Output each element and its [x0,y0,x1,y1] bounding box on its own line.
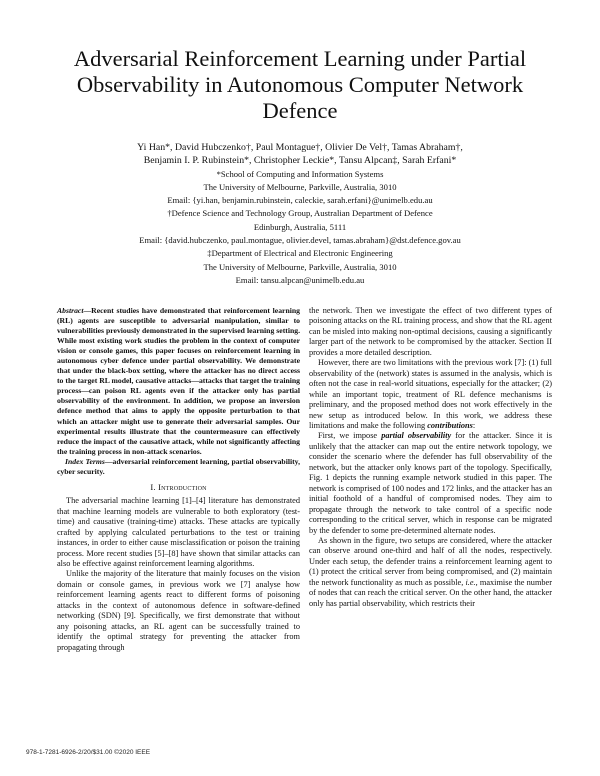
affiliation-line-2: The University of Melbourne, Parkville, Australia, 3010 [203,181,397,192]
author-line-2: Benjamin I. P. Rubinstein*, Christopher Leckie*, Tansu Alpcan‡, Sarah Erfani* [143,155,457,167]
right-paragraph-3 [309,431,552,536]
right-p4-emphasis: i.e. [465,577,476,587]
affiliation-line-4: Edinburgh, Australia, 5111 [253,221,347,232]
section-heading-introduction: I. Introduction [150,481,207,492]
intro-paragraph-2: Unlike the majority of the literature that mainly focuses on the vision domain or console games, in previous work we [7] analyse how reinforcement learning agents react to different forms of poisoning attacks in the context of autonomous defence in software-defined networking (SDN) [9]. Specifically, we first demonstrate that without any poisoning attacks, an RL agent can be successfully trained to identify the optimal strategy for preventing the attacker from propagating through [57,569,300,652]
affiliation-email-3: Email: tansu.alpcan@unimelb.edu.au [235,274,365,285]
affiliation-email-1: Email: {yi.han, benjamin.rubinstein, caleckie, sarah.erfani}@unimelb.edu.au [167,195,433,206]
right-p2-tail: : [472,420,476,430]
index-terms [57,457,300,477]
right-p3-text: First, we impose [318,431,382,441]
abstract-label: Abstract [57,306,84,315]
left-column [57,306,300,653]
right-paragraph-4 [309,536,552,609]
author-line-1: Yi Han*, David Hubczenko†, Paul Montague†, Olivier De Vel†, Tamas Abraham†, [137,142,463,153]
index-terms-label: Index Terms [65,456,105,466]
right-column [309,306,552,609]
right-p2-text: However, there are two limitations with the previous work [7]: (1) full observability of the (network) states is assumed in the analysis, which is often not the case in real-world situations, especially for the attacker; (2) while an important topic, treatment of RL defence mechanisms is preliminary, and the proposed method does not work effectively in the new setup as introduced below. In this work, we address these limitations and make the following [309,358,552,430]
right-p4-text: As shown in the figure, two setups are considered, where the attacker can observe around one-third and half of all the nodes, respectively. Under each setup, the defender trains a reinforcement learning agent to (1) protect the critical server from being compromised, and (2) maintain the network functionality as much as possible, [309,535,552,587]
right-paragraph-1: the network. Then we investigate the effect of two different types of poisoning attacks on the RL training process, and show that the RL agent can be misled into making non-optimal decisions, causing a significantly larger part of the network to be compromised by the attacker. Section II provides a more detailed description. [309,306,552,357]
right-p2-emphasis: contributions [427,420,473,430]
affiliation-line-6: The University of Melbourne, Parkville, Australia, 3010 [203,261,397,272]
affiliation-line-1: *School of Computing and Information Systems [216,168,384,179]
abstract-text: —Recent studies have demonstrated that reinforcement learning (RL) agents are susceptible to adversarial manipulation, similar to vulnerabilities previously demonstrated in the supervised learning setting. While most existing work studies the problem in the context of computer vision or console games, this paper focuses on reinforcement learning in autonomous cyber defence under partial observability. We demonstrate that under the black-box setting, where the attacker has no direct access to the target RL model, causative attacks—attacks that target the training process—can poison RL agents even if the attacker only has partial observability of the environment. In addition, we propose an inversion defence method that aims to apply the opposite perturbation to that which an attacker might use to generate their adversarial samples. Our experimental results illustrate that the countermeasure can effectively reduce the impact of the causative attack, while not significantly affecting the training process in non-attack scenarios. [57,306,300,456]
paper-title: Adversarial Reinforcement Learning under Partial Observability in Autonomous Computer Network Defence [73,46,527,123]
affiliation-line-5: ‡Department of Electrical and Electronic Engineering [207,248,393,259]
intro-paragraph-1: The adversarial machine learning [1]–[4] literature has demonstrated that machine learning models are vulnerable to both exploratory (test-time) and causative (training-time) attacks. These attacks are typically crafted by applying calculated perturbations to the test or training instances, in order to either cause misclassification or poison the training process. More recent studies [5]–[8] have shown that similar attacks can also be effective against reinforcement learning algorithms. [57,496,300,568]
affiliation-email-2: Email: {david.hubczenko, paul.montague, olivier.devel, tamas.abraham}@dst.defence.gov.au [139,235,461,246]
right-p3-emphasis: partial observability [381,431,452,441]
affiliation-line-3: †Defence Science and Technology Group, Australian Department of Defence [167,208,433,219]
index-terms-text: —adversarial reinforcement learning, partial observability, cyber security. [57,456,300,476]
right-p4-tail: , maximise the number of nodes that can reach the critical server. On the other hand, the attacker only has partial observability, which restricts their [309,577,552,608]
abstract [57,306,300,457]
copyright-footer: 978-1-7281-6926-2/20/$31.00 ©2020 IEEE [26,749,151,756]
right-p3-tail: for the attacker. Since it is unlikely that the attacker can map out the entire network topology, we consider the scenario where the defender has full observability of the network, but the attacker only knows part of the topology. Specifically, Fig. 1 depicts the running example network studied in this paper. The network is comprised of 100 nodes and 172 links, and the attacker has an initial foothold of a handful of compromised nodes. They aim to propagate through the network to take control of a specific node corresponding to the critical server, which in response can be migrated by the defender to some pre-determined alternate nodes. [309,431,552,535]
right-paragraph-2 [309,358,552,431]
author-block [40,141,560,287]
